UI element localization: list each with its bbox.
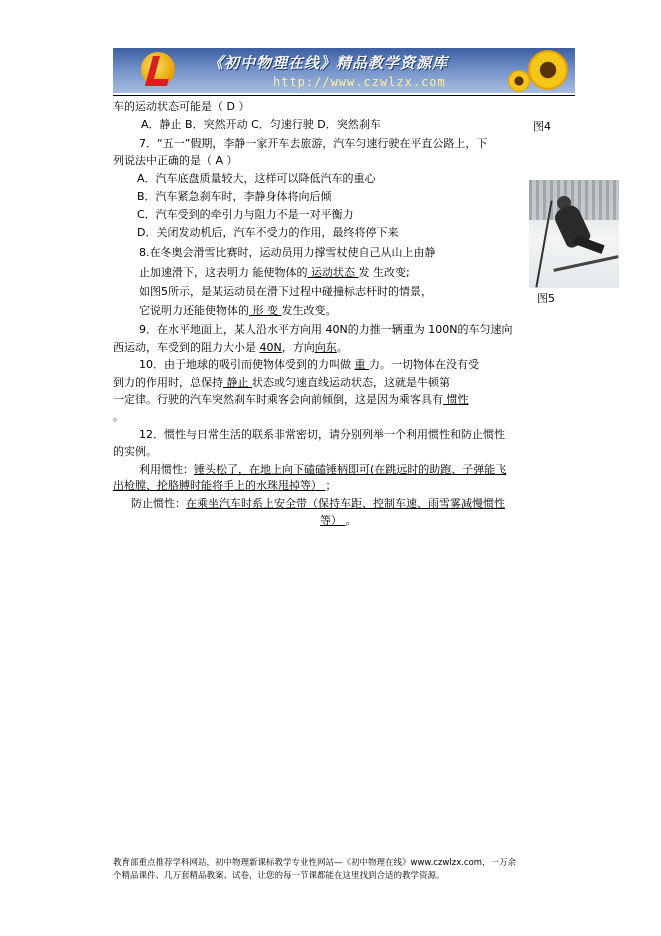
answer-blank: 出枪膛、抡胳膊时能将手上的水珠甩掉等） [113, 479, 326, 492]
answer-blank: 向东 [314, 341, 337, 354]
text-line: 一定律。行驶的汽车突然刹车时乘客会向前倾倒，这是因为乘客具有 惯性 [113, 393, 469, 406]
answer-blank: 重 [354, 358, 369, 371]
ski [553, 255, 618, 272]
text-line: 列说法中正确的是（ A ） [113, 154, 238, 167]
banner-url: http://www.czwlzx.com [273, 75, 446, 89]
use-inertia-example: 利用惯性：锤头松了，在地上向下磕磕锤柄即可(在跳远时的助跑、子弹能飞 [139, 463, 507, 476]
option-d: D．关闭发动机后，汽车不受力的作用，最终将停下来 [137, 226, 399, 239]
answer-blank: 40N [259, 341, 282, 354]
option-c: C．汽车受到的牵引力与阻力不是一对平衡力 [137, 208, 354, 221]
text-line: 的实例。 [113, 445, 157, 458]
question-9: 9．在水平地面上，某人沿水平方向用 40N的力推一辆重为 100N的车匀速向 [139, 323, 513, 336]
header-rule [113, 95, 575, 96]
text-line: 车的运动状态可能是（ D ） [113, 100, 250, 113]
text-line: 如图5所示，是某运动员在滑下过程中碰撞标志杆时的情景， [139, 285, 432, 298]
option-a: A．汽车底盘质量较大，这样可以降低汽车的重心 [137, 172, 376, 185]
answer-blank: 运动状态 [307, 266, 359, 279]
answer-blank: 在乘坐汽车时系上安全带（保持车距、控制车速、雨雪雾减慢惯性 [186, 497, 505, 510]
sunflower-icon [508, 70, 530, 92]
text-line: 。 [113, 410, 124, 423]
answer-blank: 静止 [223, 376, 252, 389]
answer-blank: 形 变 [249, 304, 282, 317]
question-7: 7．“五一”假期，李静一家开车去旅游，汽车匀速行驶在平直公路上，下 [139, 137, 488, 150]
question-12: 12．惯性与日常生活的联系非常密切，请分别列举一个利用惯性和防止惯性 [139, 428, 505, 441]
answer-blank: 锤头松了，在地上向下磕磕锤柄即可(在跳远时的助跑、子弹能飞 [194, 463, 507, 476]
option-b: B．汽车紧急刹车时，李静身体将向后倾 [137, 190, 332, 203]
question-10: 10．由于地球的吸引而使物体受到的力叫做 重 力。一切物体在没有受 [139, 358, 479, 371]
text-line: 它说明力还能使物体的 形 变 发生改变。 [139, 304, 337, 317]
text-line: 等） 。 [320, 514, 357, 527]
footer-line-1: 教育部重点推荐学科网站，初中物理新课标教学专业性网站—《初中物理在线》www.czwlzx.com，一万余 [113, 858, 517, 868]
text-line: 止加速滑下，这表明力 能使物体的 运动状态 发 生改变; [139, 266, 410, 279]
figure-4-caption: 图4 [533, 120, 551, 133]
figure-5-caption: 图5 [537, 292, 555, 305]
text-line: 到力的作用时，总保持 静止 状态或匀速直线运动状态，这就是牛顿第 [113, 376, 450, 389]
skier-photo [529, 180, 619, 288]
prevent-inertia-example: 防止惯性：在乘坐汽车时系上安全带（保持车距、控制车速、雨雪雾减慢惯性 [131, 497, 505, 510]
header-banner [113, 48, 575, 93]
answer-blank: 惯性 [443, 393, 469, 406]
footer-line-2: 个精品课件、几万套精品教案、试卷，让您的每一节课都能在这里找到合适的教学资源。 [113, 871, 445, 881]
text-line: 出枪膛、抡胳膊时能将手上的水珠甩掉等） ； [113, 479, 337, 492]
sunflower-icon [528, 50, 568, 90]
text-line: 西运动，车受到的阻力大小是 40N，方向向东。 [113, 341, 348, 354]
question-8: 8.在冬奥会滑雪比赛时，运动员用力撑雪杖使自己从山上由静 [139, 246, 436, 259]
question-6-options: A．静止 B．突然开动 C．匀速行驶 D．突然刹车 [141, 118, 381, 131]
banner-title: 《初中物理在线》精品教学资源库 [208, 54, 449, 72]
answer-blank: 等） [320, 514, 346, 527]
